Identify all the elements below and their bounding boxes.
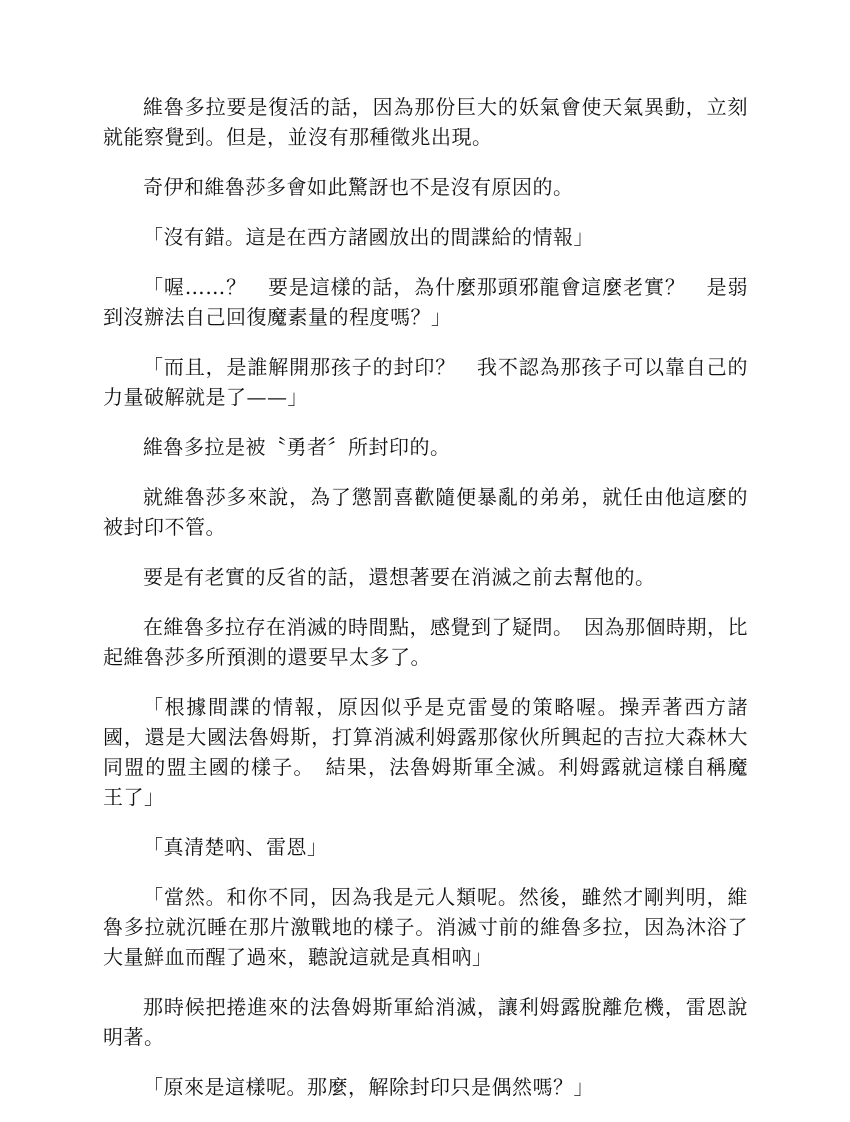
paragraph-5: 「而且，是誰解開那孩子的封印？ 我不認為那孩子可以靠自己的力量破解就是了——」 [103, 355, 748, 409]
paragraph-3: 「沒有錯。這是在西方諸國放出的間諜給的情報」 [143, 225, 594, 249]
paragraph-14: 「原來是這樣呢。那麼，解除封印只是偶然嗎？」 [143, 1075, 594, 1099]
paragraph-8: 要是有老實的反省的話，還想著要在消滅之前去幫他的。 [143, 565, 656, 589]
paragraph-11: 「真清楚吶、雷恩」 [143, 835, 328, 859]
paragraph-7: 就維魯莎多來說，為了懲罰喜歡隨便暴亂的弟弟，就任由他這麼的被封印不管。 [103, 485, 748, 539]
paragraph-10: 「根據間諜的情報，原因似乎是克雷曼的策略喔。操弄著西方諸國，還是大國法魯姆斯，打算消滅利姆露那傢伙所興起的吉拉大森林大同盟的盟主國的樣子。 結果，法魯姆斯軍全滅。利姆露就這樣自稱魔王了」 [103, 695, 748, 809]
paragraph-4: 「喔……？ 要是這樣的話，為什麼那頭邪龍會這麼老實？ 是弱到沒辦法自己回復魔素量的程度嗎？」 [103, 275, 748, 329]
paragraph-13: 那時候把捲進來的法魯姆斯軍給消滅，讓利姆露脫離危機，雷恩說明著。 [103, 995, 748, 1049]
text-column [103, 92, 748, 1122]
paragraph-12: 「當然。和你不同，因為我是元人類呢。然後，雖然才剛判明，維魯多拉就沉睡在那片激戰地的樣子。消滅寸前的維魯多拉，因為沐浴了大量鮮血而醒了過來，聽說這就是真相吶」 [103, 885, 748, 969]
paragraph-2: 奇伊和維魯莎多會如此驚訝也不是沒有原因的。 [143, 175, 574, 199]
paragraph-9: 在維魯多拉存在消滅的時間點，感覺到了疑問。 因為那個時期，比起維魯莎多所預測的還要早太多了。 [103, 615, 748, 669]
paragraph-1: 維魯多拉要是復活的話，因為那份巨大的妖氣會使天氣異動，立刻就能察覺到。但是，並沒有那種徵兆出現。 [103, 95, 748, 149]
paragraph-6: 維魯多拉是被〝勇者〞所封印的。 [143, 435, 451, 459]
